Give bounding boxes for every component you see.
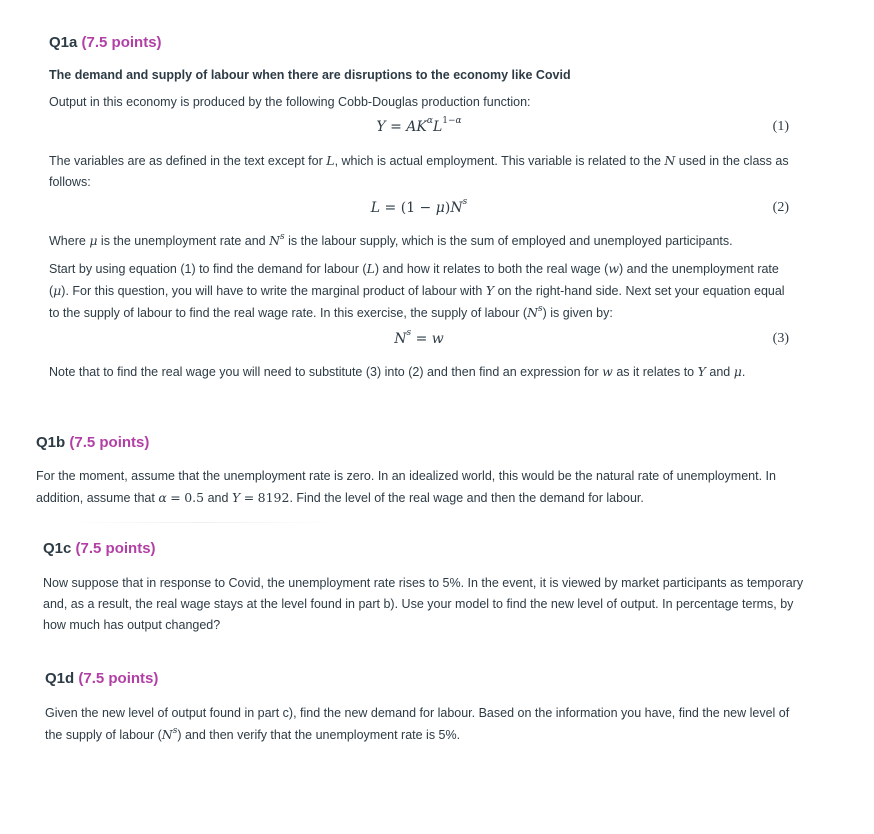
q1b-heading [36, 434, 781, 451]
q1a-heading [49, 34, 789, 51]
equation-1-formula: $Y = AK^\alpha L^{1-\alpha}$ [376, 116, 462, 135]
q1b-label: Q1b [36, 434, 66, 451]
q1a-paragraph-1: Output in this economy is produced by the following Cobb-Douglas production function: [49, 95, 531, 109]
q1d-points: (7.5 points) [78, 670, 159, 687]
q1c-points: (7.5 points) [75, 540, 156, 557]
equation-2-number: (2) [772, 200, 789, 215]
q1d-heading [45, 670, 805, 687]
q1d-label: Q1d [45, 670, 75, 687]
equation-2-formula: $L = (1 - \mu)N^s$ [370, 197, 468, 216]
q1c-paragraph: Now suppose that in response to Covid, the unemployment rate rises to 5%. In the event, it is viewed by market participants as temporary and, as a result, the real wage stays at the level found in part b). Use your model to find the new level of output. In percentage terms, by how much has output changed? [43, 576, 804, 632]
q1b-paragraph: For the moment, assume that the unemployment rate is zero. In an idealized world, this would be the natural rate of unemployment. In addition, assume that α = 0.5 and Y = 8192. Find the level of the real wage and then the demand for labour. [36, 469, 776, 505]
divider [66, 522, 336, 523]
q1a-paragraph-2: The variables are as defined in the text except for L, which is actual employment. This variable is related to the N used in the class as follows: [49, 153, 789, 189]
question-q1b [36, 434, 781, 509]
question-q1d [45, 670, 805, 746]
equation-1-number: (1) [772, 119, 789, 134]
q1d-paragraph: Given the new level of output found in part c), find the new demand for labour. Based on the information you have, find the new level of the supply of labour $(N^s)$ and then verify that the unemployment rate is 5%. [45, 706, 790, 742]
q1a-paragraph-4: Start by using equation (1) to find the demand for labour (L) and how it relates to both the real wage (w) and the unemployment rate (μ). For this question, you will have to write the marginal product of labour with Y on the right-hand side. Next set your equation equal to the supply of labour to find the real wage rate. In this exercise, the supply of labour $(N^s)$ is given by: [49, 261, 785, 320]
q1a-points: (7.5 points) [81, 34, 162, 51]
question-q1a [49, 34, 789, 383]
q1b-points: (7.5 points) [69, 434, 150, 451]
q1c-heading [43, 540, 805, 557]
question-q1c [43, 540, 805, 636]
equation-3-number: (3) [772, 331, 789, 346]
equation-2 [49, 197, 789, 222]
q1a-subtitle: The demand and supply of labour when there are disruptions to the economy like Covid [49, 68, 571, 82]
q1a-paragraph-3: Where μ is the unemployment rate and $N^s$ is the labour supply, which is the sum of employed and unemployed participants. [49, 232, 733, 248]
equation-3-formula: $N^s = w$ [394, 328, 444, 347]
q1c-label: Q1c [43, 540, 72, 557]
equation-3 [49, 328, 789, 353]
q1a-paragraph-5: Note that to find the real wage you will need to substitute (3) into (2) and then find an expression for w as it relates to Y and μ. [49, 364, 746, 379]
q1a-label: Q1a [49, 34, 78, 51]
equation-1 [49, 116, 789, 141]
